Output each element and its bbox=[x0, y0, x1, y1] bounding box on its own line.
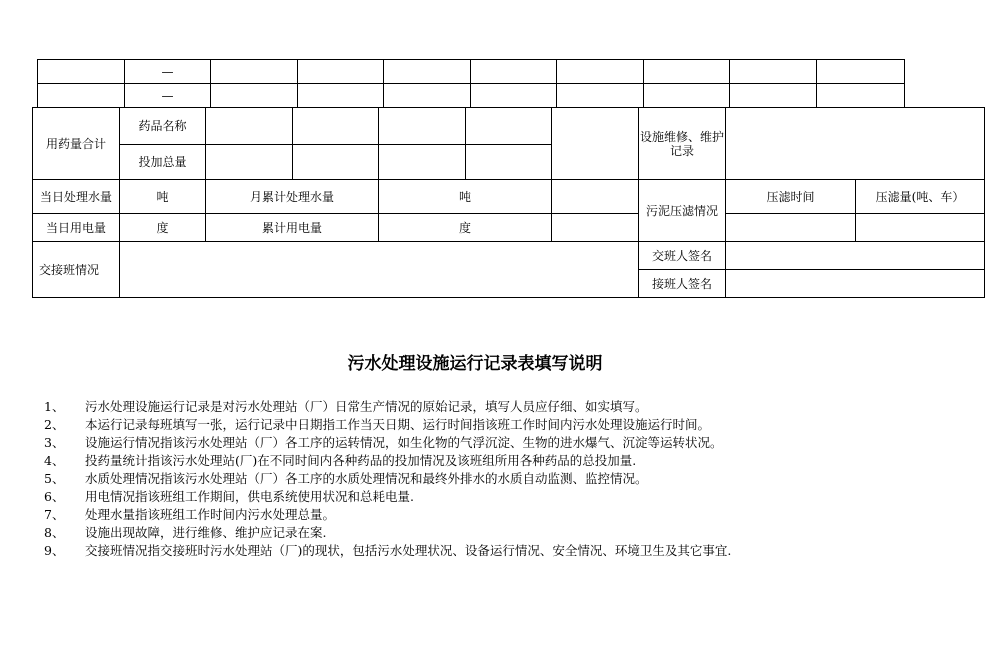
table-cell[interactable] bbox=[298, 84, 384, 108]
dosage-total-label: 用药量合计 bbox=[33, 108, 120, 180]
blank-cell bbox=[552, 145, 639, 180]
drug-name-cell[interactable] bbox=[293, 108, 379, 145]
dosage-amount-cell[interactable] bbox=[293, 145, 379, 180]
table-row bbox=[38, 84, 905, 108]
table-cell[interactable] bbox=[817, 60, 905, 84]
list-text: 污水处理设施运行记录是对污水处理站（厂）日常生产情况的原始记录，填写人员应仔细、如实填写。 bbox=[85, 399, 648, 414]
table-cell[interactable] bbox=[38, 84, 125, 108]
dosage-amount-label: 投加总量 bbox=[120, 145, 206, 180]
blank-cell bbox=[552, 180, 639, 214]
handover-label: 交接班情况 bbox=[33, 242, 120, 298]
list-number: 9、 bbox=[44, 543, 65, 558]
table-row bbox=[33, 108, 985, 145]
list-text: 交接班情况指交接班时污水处理站（厂)的现状，包括污水处理状况、设备运行情况、安全情况、环境卫生及其它事宜. bbox=[85, 543, 732, 558]
dosage-amount-cell[interactable] bbox=[206, 145, 293, 180]
handover-sign-cell[interactable] bbox=[726, 242, 985, 270]
list-item bbox=[44, 488, 924, 506]
table-cell[interactable] bbox=[557, 84, 644, 108]
list-item bbox=[44, 452, 924, 470]
list-number: 6、 bbox=[44, 489, 65, 504]
list-item bbox=[44, 398, 924, 416]
table-cell[interactable] bbox=[557, 60, 644, 84]
list-item bbox=[44, 506, 924, 524]
table-cell[interactable] bbox=[644, 60, 730, 84]
table-row bbox=[33, 180, 985, 214]
table-cell[interactable] bbox=[471, 60, 557, 84]
list-item bbox=[44, 470, 924, 488]
cumulative-power-label: 累计用电量 bbox=[206, 214, 379, 242]
list-text: 设施出现故障，进行维修、维护应记录在案. bbox=[85, 525, 327, 540]
list-number: 5、 bbox=[44, 471, 65, 486]
list-number: 3、 bbox=[44, 435, 65, 450]
list-text: 设施运行情况指该污水处理站（厂）各工序的运转情况，如生化物的气浮沉淀、生物的进水爆气、沉淀等运转状况。 bbox=[85, 435, 723, 450]
list-text: 投药量统计指该污水处理站(厂)在不同时间内各种药品的投加情况及该班组所用各种药品的总投加量. bbox=[85, 453, 637, 468]
table-cell[interactable] bbox=[38, 60, 125, 84]
list-number: 1、 bbox=[44, 399, 65, 414]
table-cell[interactable] bbox=[384, 84, 471, 108]
filter-amount-label: 压滤量(吨、车） bbox=[856, 180, 985, 214]
dosage-amount-cell[interactable] bbox=[466, 145, 552, 180]
drug-name-cell[interactable] bbox=[206, 108, 293, 145]
record-table bbox=[32, 107, 985, 298]
cumulative-power-unit[interactable]: 度 bbox=[379, 214, 552, 242]
table-cell[interactable] bbox=[384, 60, 471, 84]
table-row bbox=[33, 242, 985, 270]
handover-sign-label: 交班人签名 bbox=[639, 242, 726, 270]
list-item bbox=[44, 524, 924, 542]
filter-time-cell[interactable] bbox=[726, 214, 856, 242]
table-cell[interactable] bbox=[730, 84, 817, 108]
monthly-water-unit[interactable]: 吨 bbox=[379, 180, 552, 214]
list-number: 2、 bbox=[44, 417, 65, 432]
drug-name-label: 药品名称 bbox=[120, 108, 206, 145]
list-text: 水质处理情况指该污水处理站（厂）各工序的水质处理情况和最终外排水的水质自动监测、监控情况。 bbox=[85, 471, 648, 486]
list-text: 本运行记录每班填写一张，运行记录中日期指工作当天日期、运行时间指该班工作时间内污水处理设施运行时间。 bbox=[85, 417, 711, 432]
instructions-heading: 污水处理设施运行记录表填写说明 bbox=[347, 354, 603, 374]
table-cell[interactable] bbox=[730, 60, 817, 84]
drug-name-cell[interactable] bbox=[466, 108, 552, 145]
list-text: 用电情况指该班组工作期间，供电系统使用状况和总耗电量. bbox=[85, 489, 414, 504]
dosage-amount-cell[interactable] bbox=[379, 145, 466, 180]
list-number: 7、 bbox=[44, 507, 65, 522]
maintenance-label: 设施维修、维护记录 bbox=[639, 108, 726, 180]
list-number: 4、 bbox=[44, 453, 65, 468]
list-number: 8、 bbox=[44, 525, 65, 540]
list-item bbox=[44, 434, 924, 452]
sludge-filter-label: 污泥压滤情况 bbox=[639, 180, 726, 242]
handover-notes-cell[interactable] bbox=[120, 242, 639, 298]
daily-water-unit[interactable]: 吨 bbox=[120, 180, 206, 214]
table-cell[interactable] bbox=[211, 60, 298, 84]
takeover-sign-cell[interactable] bbox=[726, 270, 985, 298]
takeover-sign-label: 接班人签名 bbox=[639, 270, 726, 298]
filter-time-label: 压滤时间 bbox=[726, 180, 856, 214]
table-cell[interactable]: — bbox=[125, 84, 211, 108]
blank-cell bbox=[552, 108, 639, 145]
blank-cell bbox=[552, 214, 639, 242]
instructions-list bbox=[44, 398, 924, 560]
table-cell[interactable] bbox=[211, 84, 298, 108]
maintenance-record-cell[interactable] bbox=[726, 108, 985, 180]
table-cell[interactable] bbox=[471, 84, 557, 108]
table-row bbox=[33, 214, 985, 242]
list-item bbox=[44, 542, 924, 560]
drug-name-cell[interactable] bbox=[379, 108, 466, 145]
table-cell[interactable] bbox=[817, 84, 905, 108]
daily-power-label: 当日用电量 bbox=[33, 214, 120, 242]
monthly-water-label: 月累计处理水量 bbox=[206, 180, 379, 214]
filter-amount-cell[interactable] bbox=[856, 214, 985, 242]
list-item bbox=[44, 416, 924, 434]
list-text: 处理水量指该班组工作时间内污水处理总量。 bbox=[85, 507, 336, 522]
table-cell[interactable] bbox=[644, 84, 730, 108]
table-row bbox=[38, 60, 905, 84]
table-cell[interactable] bbox=[298, 60, 384, 84]
table-cell[interactable]: — bbox=[125, 60, 211, 84]
daily-power-unit[interactable]: 度 bbox=[120, 214, 206, 242]
record-table-top bbox=[37, 59, 905, 108]
daily-water-label: 当日处理水量 bbox=[33, 180, 120, 214]
